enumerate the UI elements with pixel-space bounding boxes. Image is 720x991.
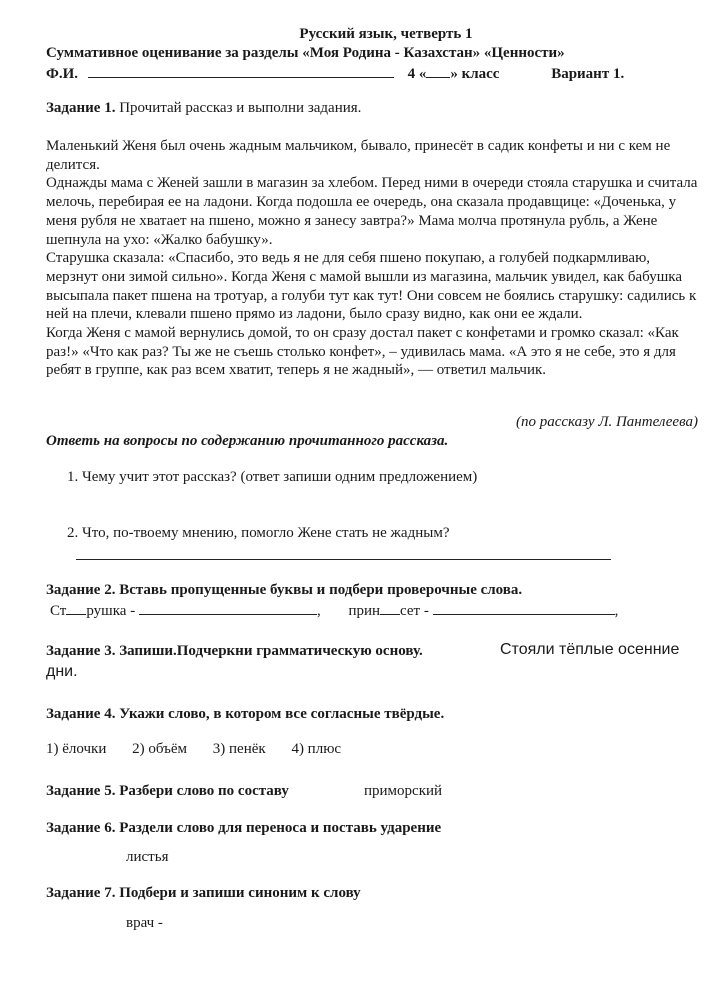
task4-label: Задание 4. Укажи слово, в котором все согласные твёрдые. xyxy=(46,706,445,722)
class-prefix: 4 « xyxy=(407,66,427,82)
word1-end: рушка - xyxy=(86,603,136,619)
page-title: Русский язык, четверть 1 xyxy=(299,26,473,42)
option-4[interactable]: 4) плюс xyxy=(291,741,342,757)
class-blank[interactable] xyxy=(426,63,450,78)
task3-sentence: Стояли тёплые осенние xyxy=(500,641,680,658)
fio-label: Ф.И. xyxy=(46,66,79,82)
questions-heading: Ответь на вопросы по содержанию прочитанного рассказа. xyxy=(46,433,449,449)
word2-end: сет - xyxy=(400,603,429,619)
task2-label: Задание 2. Вставь пропущенные буквы и подбери проверочные слова. xyxy=(46,582,523,598)
task5-word: приморский xyxy=(364,783,443,799)
student-info-row xyxy=(46,63,666,84)
task1-label: Задание 1. xyxy=(46,100,116,116)
story-paragraph: Однажды мама с Женей зашли в магазин за хлебом. Перед ними в очереди стояла старушка и считала мелочь, перебирая ее на ладони. Когда подошла ее очередь, она сказала продавщице: «Доченька, у меня рубля не хватает на пшено, можно я занесу завтра?» Мама молча протянула рубль, а Жене шепнула на ухо: «Жалко бабушку». xyxy=(46,175,698,248)
word1-gap[interactable] xyxy=(66,600,86,615)
option-3[interactable]: 3) пенёк xyxy=(212,741,266,757)
word2-start: прин xyxy=(348,603,381,619)
task4-options xyxy=(46,741,363,758)
word2-gap[interactable] xyxy=(380,600,400,615)
class-suffix: » класс xyxy=(450,66,500,82)
fio-blank[interactable] xyxy=(88,63,394,78)
story-text xyxy=(46,137,700,380)
word1-start: Ст xyxy=(50,603,67,619)
story-paragraph: Старушка сказала: «Спасибо, это ведь я не для себя пшено покупаю, а голубей подкармливаю, мерзнут они зимой сильно». Когда Женя с мамой вышли из магазина, мальчик увидел, как бабушка высыпала пакет пшена на тротуар, а голуби тут как тут! Они совсем не боялись старушку: садились к ней на плечи, клевали пшено прямо из ладони, было сразу видно, как они ее ждали. xyxy=(46,250,697,323)
word1-answer[interactable] xyxy=(139,600,317,615)
task1-instruction: Прочитай рассказ и выполни задания. xyxy=(119,100,362,116)
question-1: 1. Чему учит этот рассказ? (ответ запиши одним предложением) xyxy=(67,469,478,485)
option-2[interactable]: 2) объём xyxy=(132,741,188,757)
story-paragraph: Маленький Женя был очень жадным мальчиком, бывало, принесёт в садик конфеты и ни с кем не делится. xyxy=(46,138,671,173)
option-1[interactable]: 1) ёлочки xyxy=(46,741,107,757)
question-2: 2. Что, по-твоему мнению, помогло Жене стать не жадным? xyxy=(67,525,450,541)
story-author: (по рассказу Л. Пантелеева) xyxy=(515,414,698,430)
task1-heading xyxy=(46,99,361,118)
story-paragraph: Когда Женя с мамой вернулись домой, то он сразу достал пакет с конфетами и громко сказал: «Как раз!» «Что как раз? Ты же не съешь столько конфет», – удивилась мама. «А это я не себе, это я для ребят в группе, как раз всем хватит, теперь я не жадный», — ответил мальчик. xyxy=(46,325,679,379)
task5-label: Задание 5. Разбери слово по составу xyxy=(46,783,289,799)
word2-answer[interactable] xyxy=(433,600,615,615)
task7-word: врач - xyxy=(126,915,163,931)
header xyxy=(46,25,666,84)
task7-label: Задание 7. Подбери и запиши синоним к слову xyxy=(46,885,361,901)
task3-sentence-end: дни. xyxy=(46,663,78,680)
task6-label: Задание 6. Раздели слово для переноса и поставь ударение xyxy=(46,820,442,836)
task6-word: листья xyxy=(126,849,169,865)
page-subtitle: Суммативное оценивание за разделы «Моя Родина - Казахстан» «Ценности» xyxy=(46,45,565,61)
task3-label: Задание 3. Запиши.Подчеркни грамматическую основу. xyxy=(46,643,423,659)
task2-row: Ст рушка - , прин сет - , xyxy=(50,600,618,620)
answer-line[interactable] xyxy=(76,559,611,560)
variant-label: Вариант 1. xyxy=(551,66,625,82)
